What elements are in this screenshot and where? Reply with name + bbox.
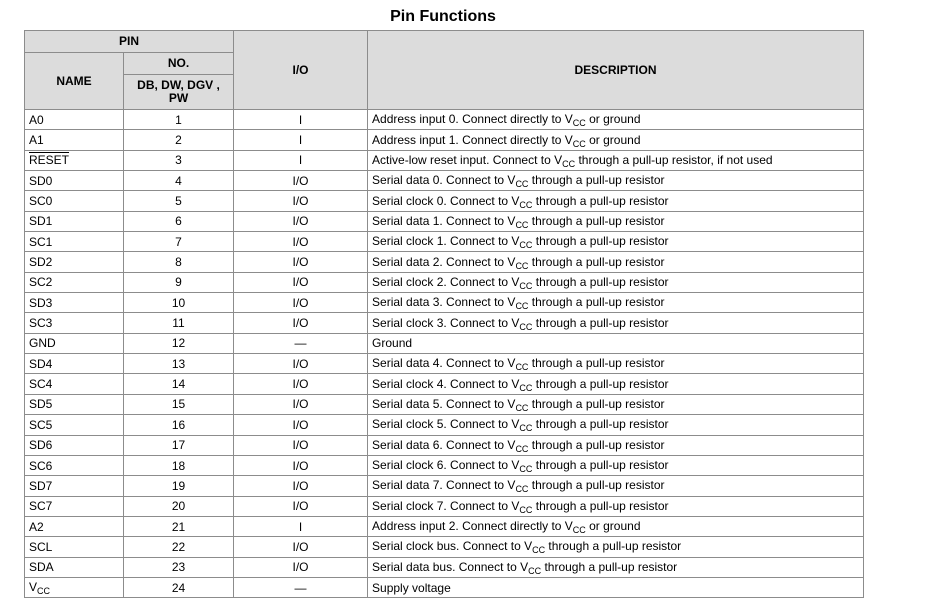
description-text-tail: or ground xyxy=(585,519,641,534)
table-row xyxy=(25,150,864,170)
pin-io: I/O xyxy=(234,557,368,577)
description-subscript: CC xyxy=(515,484,529,495)
pin-name-cell xyxy=(25,354,124,374)
description-text: Serial data 4. Connect to V xyxy=(372,356,516,371)
pin-number: 7 xyxy=(124,232,234,252)
header-packages: DB, DW, DGV , PW xyxy=(124,75,234,110)
pin-io: I/O xyxy=(234,455,368,475)
description-text-tail: through a pull-up resistor xyxy=(545,539,682,554)
pin-name-cell xyxy=(25,272,124,292)
pin-name: SC7 xyxy=(29,499,53,514)
pin-functions-table xyxy=(24,30,864,598)
pin-number: 17 xyxy=(124,435,234,455)
table-row xyxy=(25,557,864,577)
description-text-tail: through a pull-up resistor xyxy=(532,376,669,391)
description-text: Serial data 1. Connect to V xyxy=(372,213,516,228)
table-row xyxy=(25,293,864,313)
pin-number: 4 xyxy=(124,171,234,191)
pin-description xyxy=(368,130,864,150)
pin-number: 8 xyxy=(124,252,234,272)
pin-number: 23 xyxy=(124,557,234,577)
description-text: Address input 1. Connect directly to V xyxy=(372,132,573,147)
pin-name: SD6 xyxy=(29,438,53,453)
pin-name: SC4 xyxy=(29,377,53,392)
pin-name: SDA xyxy=(29,560,54,575)
description-text: Serial data 5. Connect to V xyxy=(372,396,516,411)
description-text-tail: through a pull-up resistor xyxy=(532,234,669,249)
pin-name-cell xyxy=(25,232,124,252)
header-name: NAME xyxy=(25,53,124,110)
description-subscript: CC xyxy=(515,260,529,271)
description-text-tail: through a pull-up resistor xyxy=(532,458,669,473)
description-text-tail: through a pull-up resistor xyxy=(528,213,665,228)
pin-number: 24 xyxy=(124,577,234,597)
description-subscript: CC xyxy=(519,280,533,291)
table-row xyxy=(25,171,864,191)
pin-number: 13 xyxy=(124,354,234,374)
description-subscript: CC xyxy=(528,565,542,576)
table-row xyxy=(25,252,864,272)
description-text-tail: through a pull-up resistor xyxy=(532,193,669,208)
pin-description xyxy=(368,333,864,353)
pin-io: I/O xyxy=(234,496,368,516)
pin-name-cell xyxy=(25,374,124,394)
table-row xyxy=(25,394,864,414)
description-text: Serial data bus. Connect to V xyxy=(372,559,529,574)
pin-name-cell xyxy=(25,171,124,191)
table-row xyxy=(25,435,864,455)
pin-io: I/O xyxy=(234,394,368,414)
page-title: Pin Functions xyxy=(390,8,496,25)
pin-number: 14 xyxy=(124,374,234,394)
pin-description xyxy=(368,232,864,252)
pin-name-cell xyxy=(25,557,124,577)
table-row xyxy=(25,476,864,496)
pin-name-cell xyxy=(25,110,124,130)
pin-description xyxy=(368,537,864,557)
description-text-tail: through a pull-up resistor xyxy=(528,356,665,371)
pin-name: SD7 xyxy=(29,478,53,493)
pin-name: A1 xyxy=(29,133,44,148)
pin-name-cell xyxy=(25,293,124,313)
description-text-tail: or ground xyxy=(585,132,641,147)
pin-name: SC6 xyxy=(29,458,53,473)
header-no: NO. xyxy=(124,53,234,75)
pin-io: I/O xyxy=(234,476,368,496)
pin-number: 16 xyxy=(124,415,234,435)
pin-name: SCL xyxy=(29,539,53,554)
pin-name-cell xyxy=(25,516,124,536)
pin-name: SD0 xyxy=(29,173,53,188)
description-text: Address input 0. Connect directly to V xyxy=(372,112,573,127)
description-subscript: CC xyxy=(515,219,529,230)
pin-number: 9 xyxy=(124,272,234,292)
pin-name-cell xyxy=(25,333,124,353)
pin-name: SD3 xyxy=(29,295,53,310)
pin-name-cell xyxy=(25,537,124,557)
pin-io: I/O xyxy=(234,232,368,252)
pin-name: SD4 xyxy=(29,356,53,371)
description-subscript: CC xyxy=(562,158,576,169)
pin-description xyxy=(368,171,864,191)
pin-number: 15 xyxy=(124,394,234,414)
table-body xyxy=(25,110,864,598)
description-subscript: CC xyxy=(519,240,533,251)
pin-description xyxy=(368,577,864,597)
pin-name: SC5 xyxy=(29,417,53,432)
pin-name-cell xyxy=(25,394,124,414)
pin-name-cell xyxy=(25,496,124,516)
pin-number: 22 xyxy=(124,537,234,557)
table-row xyxy=(25,577,864,597)
description-text: Ground xyxy=(372,336,413,351)
pin-name-cell xyxy=(25,577,124,597)
pin-name-cell xyxy=(25,211,124,231)
pin-io: I xyxy=(234,110,368,130)
table-row xyxy=(25,232,864,252)
description-subscript: CC xyxy=(519,321,533,332)
pin-name-cell xyxy=(25,191,124,211)
pin-name-cell xyxy=(25,313,124,333)
description-text: Serial data 0. Connect to V xyxy=(372,173,516,188)
pin-name: SC3 xyxy=(29,316,53,331)
pin-name: SD5 xyxy=(29,397,53,412)
pin-name-cell xyxy=(25,415,124,435)
pin-description xyxy=(368,293,864,313)
pin-io: I xyxy=(234,150,368,170)
pin-io: I/O xyxy=(234,415,368,435)
pin-name: SD2 xyxy=(29,255,53,270)
description-text: Serial data 6. Connect to V xyxy=(372,437,516,452)
table-row xyxy=(25,496,864,516)
description-text-tail: through a pull-up resistor xyxy=(532,315,669,330)
description-text: Serial data 3. Connect to V xyxy=(372,295,516,310)
header-io: I/O xyxy=(234,31,368,110)
description-text-tail: through a pull-up resistor xyxy=(528,478,665,493)
table-row xyxy=(25,374,864,394)
pin-io: I/O xyxy=(234,272,368,292)
pin-number: 2 xyxy=(124,130,234,150)
pin-description xyxy=(368,354,864,374)
pin-number: 6 xyxy=(124,211,234,231)
table-row xyxy=(25,272,864,292)
pin-name: SC2 xyxy=(29,275,53,290)
pin-description xyxy=(368,313,864,333)
description-subscript: CC xyxy=(519,464,533,475)
table-row xyxy=(25,537,864,557)
description-text-tail: through a pull-up resistor xyxy=(528,254,665,269)
description-text-tail: through a pull-up resistor xyxy=(532,498,669,513)
description-subscript: CC xyxy=(519,423,533,434)
pin-description xyxy=(368,435,864,455)
description-subscript: CC xyxy=(515,179,529,190)
pin-name-cell xyxy=(25,130,124,150)
description-subscript: CC xyxy=(519,199,533,210)
pin-name: SC0 xyxy=(29,194,53,209)
description-text-tail: through a pull-up resistor xyxy=(528,396,665,411)
pin-description xyxy=(368,211,864,231)
description-text: Serial clock 7. Connect to V xyxy=(372,498,520,513)
description-subscript: CC xyxy=(515,443,529,454)
pin-name: A2 xyxy=(29,519,44,534)
pin-io: I/O xyxy=(234,191,368,211)
table-row xyxy=(25,415,864,435)
pin-io: I/O xyxy=(234,171,368,191)
pin-name-cell xyxy=(25,150,124,170)
pin-name-cell xyxy=(25,435,124,455)
pin-description xyxy=(368,374,864,394)
pin-name-cell xyxy=(25,455,124,475)
pin-description xyxy=(368,394,864,414)
pin-description xyxy=(368,272,864,292)
description-text-tail: through a pull-up resistor xyxy=(528,437,665,452)
pin-io: I/O xyxy=(234,435,368,455)
description-text: Serial clock bus. Connect to V xyxy=(372,539,533,554)
description-text-tail: through a pull-up resistor xyxy=(532,417,669,432)
description-subscript: CC xyxy=(515,402,529,413)
pin-description xyxy=(368,496,864,516)
description-text-tail: through a pull-up resistor xyxy=(528,173,665,188)
pin-name: SD1 xyxy=(29,214,53,229)
pin-io: — xyxy=(234,577,368,597)
pin-name-cell xyxy=(25,252,124,272)
pin-number: 19 xyxy=(124,476,234,496)
pin-io: I/O xyxy=(234,313,368,333)
pin-io: I/O xyxy=(234,252,368,272)
table-row xyxy=(25,455,864,475)
description-text: Serial clock 3. Connect to V xyxy=(372,315,520,330)
pin-description xyxy=(368,476,864,496)
description-subscript: CC xyxy=(572,138,586,149)
description-subscript: CC xyxy=(572,525,586,536)
description-text: Serial clock 2. Connect to V xyxy=(372,274,520,289)
pin-description xyxy=(368,110,864,130)
pin-number: 18 xyxy=(124,455,234,475)
pin-io: I xyxy=(234,516,368,536)
pin-number: 11 xyxy=(124,313,234,333)
pin-number: 1 xyxy=(124,110,234,130)
pin-io: I/O xyxy=(234,293,368,313)
pin-description xyxy=(368,455,864,475)
description-text: Serial data 7. Connect to V xyxy=(372,478,516,493)
description-subscript: CC xyxy=(515,301,529,312)
pin-description xyxy=(368,516,864,536)
description-text: Serial clock 0. Connect to V xyxy=(372,193,520,208)
pin-name-cell xyxy=(25,476,124,496)
pin-description xyxy=(368,191,864,211)
description-text: Address input 2. Connect directly to V xyxy=(372,519,573,534)
pin-number: 5 xyxy=(124,191,234,211)
pin-description xyxy=(368,557,864,577)
description-text-tail: or ground xyxy=(585,112,641,127)
description-subscript: CC xyxy=(515,362,529,373)
table-row xyxy=(25,211,864,231)
description-subscript: CC xyxy=(519,382,533,393)
table-row xyxy=(25,130,864,150)
table-row xyxy=(25,110,864,130)
pin-io: I/O xyxy=(234,211,368,231)
table-row xyxy=(25,354,864,374)
pin-number: 10 xyxy=(124,293,234,313)
table-row xyxy=(25,516,864,536)
table-row xyxy=(25,313,864,333)
description-text: Serial clock 1. Connect to V xyxy=(372,234,520,249)
pin-name: SC1 xyxy=(29,234,53,249)
header-pin: PIN xyxy=(25,31,234,53)
description-text: Serial clock 6. Connect to V xyxy=(372,458,520,473)
description-text-tail: through a pull-up resistor, if not used xyxy=(575,152,773,167)
description-text-tail: through a pull-up resistor xyxy=(541,559,678,574)
table-row xyxy=(25,191,864,211)
description-text: Serial clock 5. Connect to V xyxy=(372,417,520,432)
pin-name: V xyxy=(29,580,38,595)
pin-name: GND xyxy=(29,336,56,351)
pin-io: I/O xyxy=(234,374,368,394)
pin-name-subscript: CC xyxy=(37,586,51,597)
header-description: DESCRIPTION xyxy=(368,31,864,110)
pin-number: 3 xyxy=(124,150,234,170)
pin-io: I xyxy=(234,130,368,150)
table-header xyxy=(25,31,864,110)
pin-io: — xyxy=(234,333,368,353)
pin-io: I/O xyxy=(234,354,368,374)
pin-number: 21 xyxy=(124,516,234,536)
pin-description xyxy=(368,415,864,435)
description-text: Serial clock 4. Connect to V xyxy=(372,376,520,391)
description-text-tail: through a pull-up resistor xyxy=(528,295,665,310)
pin-description xyxy=(368,252,864,272)
description-text: Active-low reset input. Connect to V xyxy=(372,152,563,167)
pin-io: I/O xyxy=(234,537,368,557)
description-text-tail: through a pull-up resistor xyxy=(532,274,669,289)
description-text: Serial data 2. Connect to V xyxy=(372,254,516,269)
pin-description xyxy=(368,150,864,170)
table-row xyxy=(25,333,864,353)
description-subscript: CC xyxy=(572,118,586,129)
pin-name: A0 xyxy=(29,112,44,127)
description-subscript: CC xyxy=(532,545,546,556)
pin-number: 20 xyxy=(124,496,234,516)
description-subscript: CC xyxy=(519,504,533,515)
pin-number: 12 xyxy=(124,333,234,353)
description-text: Supply voltage xyxy=(372,580,451,595)
pin-name: RESET xyxy=(29,153,70,168)
